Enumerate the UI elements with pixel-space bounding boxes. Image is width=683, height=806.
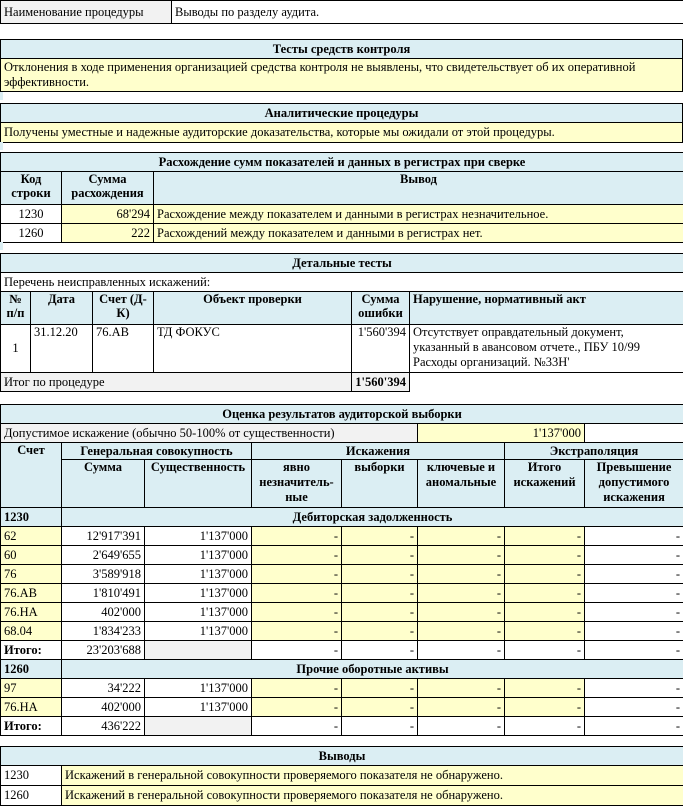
row-obvious[interactable]: - xyxy=(252,527,342,546)
group-code: 1230 xyxy=(1,508,62,527)
total-label: Итого: xyxy=(1,641,62,660)
row-excess: - xyxy=(585,622,683,641)
conclusion-row xyxy=(1,766,683,786)
detailed-total-label: Итог по процедуре xyxy=(1,373,352,392)
row-total: - xyxy=(505,679,585,698)
col-sample-account: Счет xyxy=(1,443,62,508)
col-key: ключевые и аномальные xyxy=(418,460,505,508)
row-sum: 2'649'655 xyxy=(62,546,145,565)
controls-title: Тесты средств контроля xyxy=(1,40,683,59)
procedure-value[interactable]: Выводы по разделу аудита. xyxy=(172,1,683,24)
total-sampled: - xyxy=(342,641,418,660)
row-excess: - xyxy=(585,565,683,584)
row-sampled[interactable]: - xyxy=(342,622,418,641)
controls-section xyxy=(0,39,683,92)
conclusions-section xyxy=(0,746,683,806)
sample-title: Оценка результатов аудиторской выборки xyxy=(1,405,683,424)
row-obvious[interactable]: - xyxy=(252,622,342,641)
row-obvious[interactable]: - xyxy=(252,698,342,717)
conclusion-row xyxy=(1,786,683,806)
row-key[interactable]: - xyxy=(418,565,505,584)
sample-row xyxy=(1,527,683,546)
detailed-row xyxy=(1,325,683,373)
discrepancy-table xyxy=(0,152,683,243)
row-text[interactable]: Расхождение между показателем и данными в регистрах незначительное. xyxy=(154,205,683,224)
sample-row xyxy=(1,565,683,584)
tolerable-value[interactable]: 1'137'000 xyxy=(418,424,585,443)
row-key[interactable]: - xyxy=(418,622,505,641)
row-amount[interactable]: 68'294 xyxy=(62,205,154,224)
row-num: 1 xyxy=(1,325,31,373)
sample-row xyxy=(1,584,683,603)
row-materiality: 1'137'000 xyxy=(145,622,252,641)
total-materiality xyxy=(145,717,252,736)
total-sum: 23'203'688 xyxy=(62,641,145,660)
row-excess: - xyxy=(585,527,683,546)
col-code: Код строки xyxy=(1,172,62,205)
col-conclusion: Вывод xyxy=(154,172,683,205)
row-total: - xyxy=(505,565,585,584)
row-total: - xyxy=(505,698,585,717)
conclusion-code: 1230 xyxy=(1,766,62,786)
row-sum: 402'000 xyxy=(62,698,145,717)
row-violation[interactable]: Отсутствует оправдательный документ, указанный в авансовом отчете., ПБУ 10/99 Расходы организаций. №33Н' xyxy=(410,325,683,373)
analytics-section xyxy=(0,103,683,143)
group-total xyxy=(1,717,683,736)
row-materiality: 1'137'000 xyxy=(145,679,252,698)
col-excess: Превышение допустимого искажения xyxy=(585,460,683,508)
sample-row xyxy=(1,698,683,717)
row-sampled[interactable]: - xyxy=(342,698,418,717)
total-label: Итого: xyxy=(1,717,62,736)
conclusion-code: 1260 xyxy=(1,786,62,806)
row-account[interactable]: 76 xyxy=(1,565,62,584)
col-total-misstatements: Итого искажений xyxy=(505,460,585,508)
row-total: - xyxy=(505,546,585,565)
row-obvious[interactable]: - xyxy=(252,565,342,584)
row-account[interactable]: 76.НА xyxy=(1,603,62,622)
sample-row xyxy=(1,679,683,698)
total-key: - xyxy=(418,717,505,736)
col-violation: Нарушение, нормативный акт xyxy=(410,292,683,325)
row-sampled[interactable]: - xyxy=(342,584,418,603)
section-marker xyxy=(0,242,3,250)
row-sum: 3'589'918 xyxy=(62,565,145,584)
row-amount[interactable]: 222 xyxy=(62,224,154,243)
col-sampled: выборки xyxy=(342,460,418,508)
row-materiality: 1'137'000 xyxy=(145,698,252,717)
row-account[interactable]: 62 xyxy=(1,527,62,546)
row-sum: 12'917'391 xyxy=(62,527,145,546)
row-key[interactable]: - xyxy=(418,527,505,546)
conclusions-title: Выводы xyxy=(1,747,683,766)
total-sum: 436'222 xyxy=(62,717,145,736)
tolerable-label: Допустимое искажение (обычно 50-100% от существенности) xyxy=(1,424,418,443)
row-sum: 34'222 xyxy=(62,679,145,698)
row-total: - xyxy=(505,622,585,641)
row-account[interactable]: 68.04 xyxy=(1,622,62,641)
col-population: Генеральная совокупность xyxy=(62,443,252,460)
detailed-total-value: 1'560'394 xyxy=(352,373,410,392)
row-sampled[interactable]: - xyxy=(342,565,418,584)
col-pop-sum: Сумма xyxy=(62,460,145,508)
controls-text[interactable]: Отклонения в ходе применения организацией средства контроля не выявлены, что свидетельствует об их оперативной эффективности. xyxy=(1,59,683,92)
row-sampled[interactable]: - xyxy=(342,546,418,565)
total-excess: - xyxy=(585,641,683,660)
total-obvious: - xyxy=(252,641,342,660)
sample-row xyxy=(1,546,683,565)
row-date[interactable]: 31.12.20 xyxy=(31,325,93,373)
row-total: - xyxy=(505,603,585,622)
row-sum[interactable]: 1'560'394 xyxy=(352,325,410,373)
procedure-table xyxy=(0,0,683,24)
row-text[interactable]: Расхождений между показателем и данными в регистрах нет. xyxy=(154,224,683,243)
row-code: 1230 xyxy=(1,205,62,224)
group-header xyxy=(1,508,683,527)
row-object[interactable]: ТД ФОКУС xyxy=(154,325,352,373)
group-total xyxy=(1,641,683,660)
analytics-text[interactable]: Получены уместные и надежные аудиторские доказательства, которые мы ожидали от этой процедуры. xyxy=(1,123,683,143)
section-marker xyxy=(0,142,3,150)
analytics-title: Аналитические процедуры xyxy=(1,104,683,123)
col-obvious: явно незначитель-ные xyxy=(252,460,342,508)
col-sum: Сумма ошибки xyxy=(352,292,410,325)
group-code: 1260 xyxy=(1,660,62,679)
row-materiality: 1'137'000 xyxy=(145,527,252,546)
detailed-title: Детальные тесты xyxy=(1,254,683,273)
row-obvious[interactable]: - xyxy=(252,679,342,698)
total-materiality xyxy=(145,641,252,660)
detailed-section xyxy=(0,253,683,392)
total-key: - xyxy=(418,641,505,660)
row-sampled[interactable]: - xyxy=(342,603,418,622)
row-obvious[interactable]: - xyxy=(252,584,342,603)
row-account[interactable]: 76.АВ xyxy=(1,584,62,603)
row-sampled[interactable]: - xyxy=(342,679,418,698)
sample-row xyxy=(1,603,683,622)
sample-row xyxy=(1,622,683,641)
section-marker xyxy=(0,92,3,100)
row-obvious[interactable]: - xyxy=(252,603,342,622)
row-account[interactable]: 76.НА xyxy=(1,698,62,717)
group-name: Прочие оборотные активы xyxy=(62,660,683,679)
col-misstatements: Искажения xyxy=(252,443,505,460)
col-account: Счет (Д-К) xyxy=(93,292,154,325)
row-materiality: 1'137'000 xyxy=(145,546,252,565)
row-materiality: 1'137'000 xyxy=(145,584,252,603)
group-header xyxy=(1,660,683,679)
conclusion-text[interactable]: Искажений в генеральной совокупности проверяемого показателя не обнаружено. xyxy=(62,766,683,786)
row-key[interactable]: - xyxy=(418,603,505,622)
row-key[interactable]: - xyxy=(418,679,505,698)
col-num: № п/п xyxy=(1,292,31,325)
col-amount: Сумма расхождения xyxy=(62,172,154,205)
procedure-label: Наименование процедуры xyxy=(1,1,172,24)
col-object: Объект проверки xyxy=(154,292,352,325)
row-code: 1260 xyxy=(1,224,62,243)
col-date: Дата xyxy=(31,292,93,325)
row-materiality: 1'137'000 xyxy=(145,603,252,622)
row-excess: - xyxy=(585,603,683,622)
discrepancy-row xyxy=(1,205,683,224)
row-account[interactable]: 76.АВ xyxy=(93,325,154,373)
sample-section xyxy=(0,404,683,736)
row-materiality: 1'137'000 xyxy=(145,565,252,584)
row-excess: - xyxy=(585,546,683,565)
total-sampled: - xyxy=(342,717,418,736)
row-sum: 402'000 xyxy=(62,603,145,622)
row-sum: 1'834'233 xyxy=(62,622,145,641)
row-key[interactable]: - xyxy=(418,584,505,603)
row-account[interactable]: 97 xyxy=(1,679,62,698)
conclusion-text[interactable]: Искажений в генеральной совокупности проверяемого показателя не обнаружено. xyxy=(62,786,683,806)
discrepancy-title: Расхождение сумм показателей и данных в регистрах при сверке xyxy=(1,153,683,172)
row-key[interactable]: - xyxy=(418,698,505,717)
group-name: Дебиторская задолженность xyxy=(62,508,683,527)
total-excess: - xyxy=(585,717,683,736)
col-pop-materiality: Существенность xyxy=(145,460,252,508)
row-key[interactable]: - xyxy=(418,546,505,565)
total-obvious: - xyxy=(252,717,342,736)
total-total: - xyxy=(505,717,585,736)
row-total: - xyxy=(505,584,585,603)
row-account[interactable]: 60 xyxy=(1,546,62,565)
detailed-list-label: Перечень неисправленных искажений: xyxy=(1,273,683,292)
row-sum: 1'810'491 xyxy=(62,584,145,603)
row-obvious[interactable]: - xyxy=(252,546,342,565)
col-extrapolation: Экстраполяция xyxy=(505,443,683,460)
row-excess: - xyxy=(585,584,683,603)
row-sampled[interactable]: - xyxy=(342,527,418,546)
row-total: - xyxy=(505,527,585,546)
row-excess: - xyxy=(585,698,683,717)
total-total: - xyxy=(505,641,585,660)
row-excess: - xyxy=(585,679,683,698)
discrepancy-row xyxy=(1,224,683,243)
